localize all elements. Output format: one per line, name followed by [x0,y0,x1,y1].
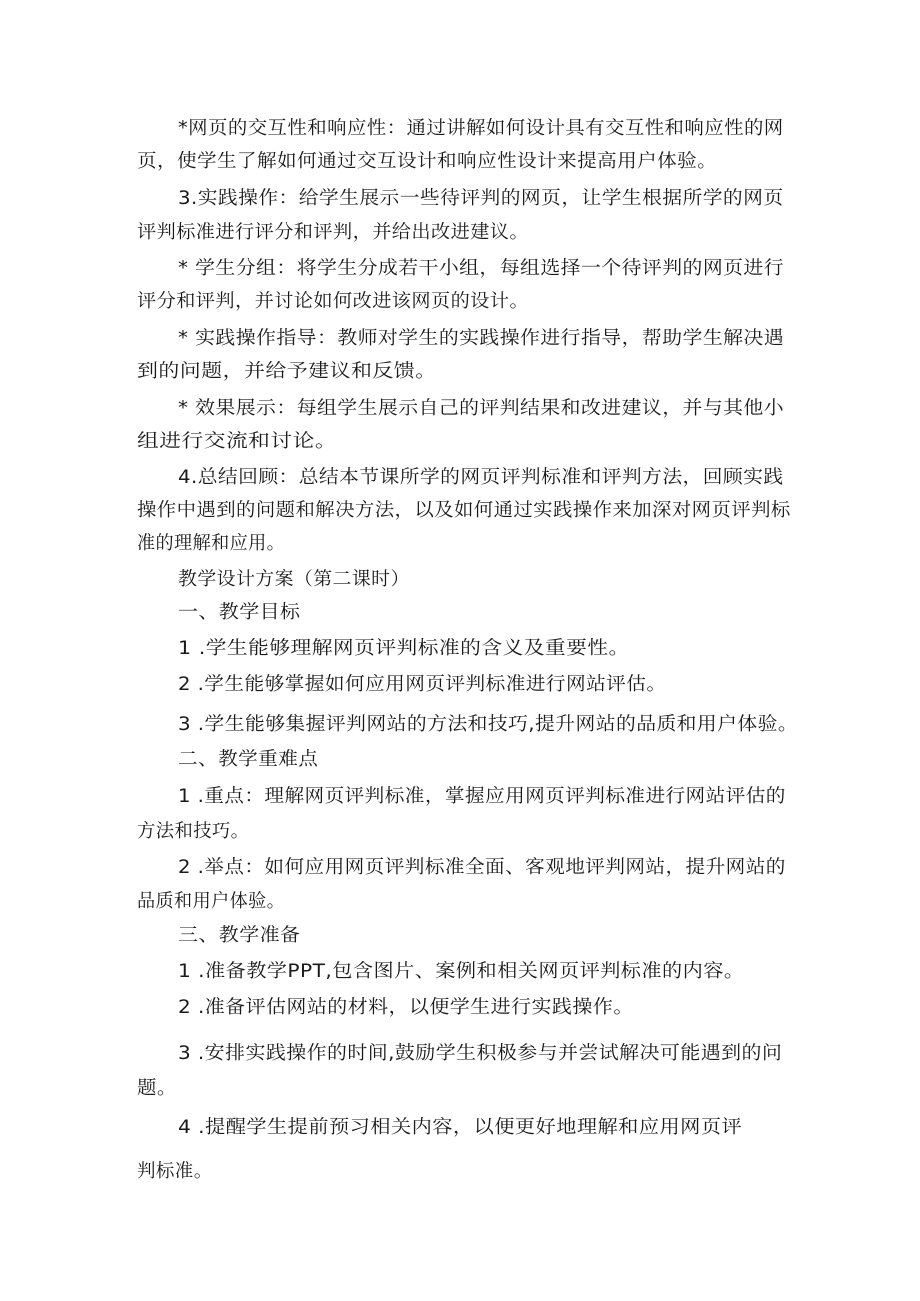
paragraph-line: 组进行交流和讨论。 [137,431,338,452]
paragraph-line: 4.总结回顾：总结本节课所学的网页评判标准和评判方法，回顾实践 [178,467,784,488]
paragraph-line: * 效果展示：每组学生展示自己的评判结果和改进建议，并与其他小 [178,398,785,419]
paragraph-line: 到的问题，并给予建议和反馈。 [137,361,437,382]
paragraph-line: *网页的交互性和响应性：通过讲解如何设计具有交互性和响应性的网 [178,118,784,139]
section-title: 教学设计方案（第二课时） [178,569,410,590]
section-heading: 三、教学准备 [178,925,301,946]
paragraph-line: 准的理解和应用。 [137,533,286,554]
list-item: 2 .举点：如何应用网页评判标准全面、客观地评判网站，提升网站的 [178,857,786,878]
paragraph-line: 页，使学生了解如何通过交互设计和响应性设计来提高用户体验。 [137,151,718,172]
paragraph-line: 评判标准进行评分和评判，并给出改进建议。 [137,222,530,243]
paragraph-line: 方法和技巧。 [137,821,250,842]
paragraph-line: 操作中遇到的问题和解决方法，以及如何通过实践操作来加深对网页评判标 [137,500,791,521]
list-item: 1 .准备教学PPT,包含图片、案例和相关网页评判标准的内容。 [178,961,745,982]
list-item: 4 .提醒学生提前预习相关内容，以便更好地理解和应用网页评 [178,1117,743,1138]
list-item: 3 .安排实践操作的时间,鼓励学生积极参与并尝试解决可能遇到的问 [178,1043,783,1064]
paragraph-line: * 学生分组：将学生分成若干小组，每组选择一个待评判的网页进行 [178,258,785,279]
list-item: 1 .重点：理解网页评判标准，掌握应用网页评判标准进行网站评估的 [178,786,786,807]
paragraph-line: 题。 [137,1078,177,1099]
paragraph-line: 判标准。 [137,1161,213,1182]
list-item: 1 .学生能够理解网页评判标准的含义及重要性。 [178,638,630,659]
paragraph-line: * 实践操作指导：教师对学生的实践操作进行指导，帮助学生解决遇 [178,328,785,349]
list-item: 3 .学生能够集握评判网站的方法和技巧,提升网站的品质和用户体验。 [178,714,799,735]
section-heading: 二、教学重难点 [178,749,319,770]
paragraph-line: 评分和评判，并讨论如何改进该网页的设计。 [137,291,530,312]
list-item: 2 .准备评估网站的材料，以便学生进行实践操作。 [178,997,634,1018]
paragraph-line: 品质和用户体验。 [137,891,286,912]
list-item: 2 .学生能够掌握如何应用网页评判标准进行网站评估。 [178,674,667,695]
section-heading: 一、教学目标 [178,602,301,623]
paragraph-line: 3.实践操作：给学生展示一些待评判的网页，让学生根据所学的网页 [178,188,784,209]
